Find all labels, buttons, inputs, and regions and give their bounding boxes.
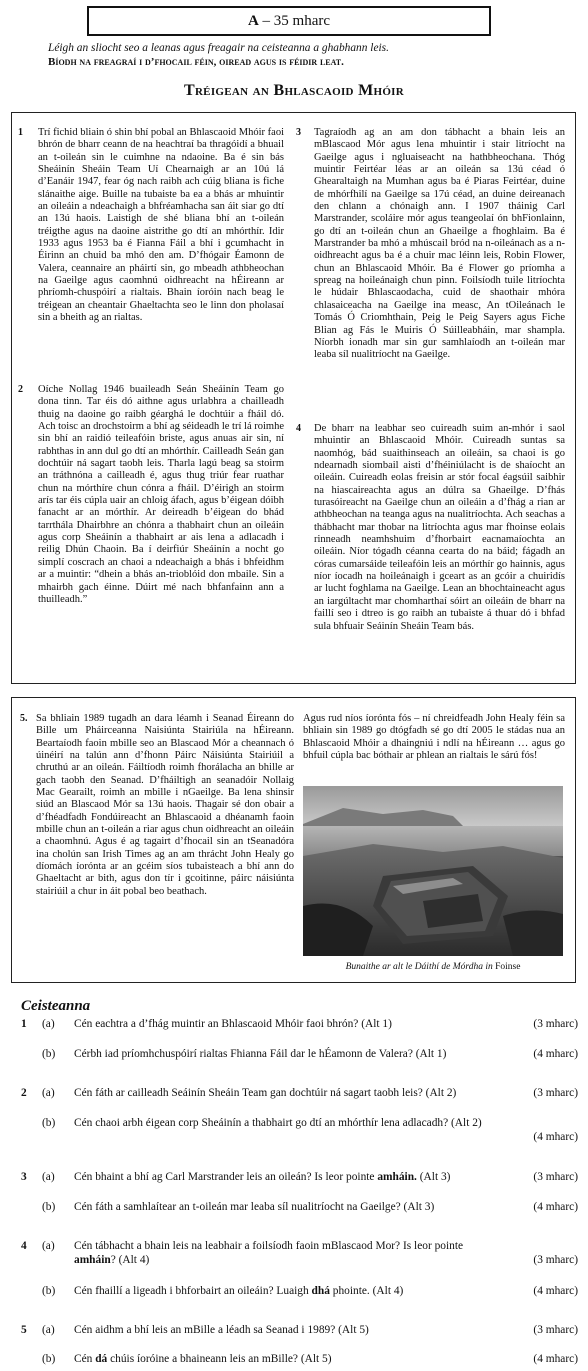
question-text: Cén tábhacht a bhain leis na leabhair a foilsíodh faoin mBlascaod Mor? Is leor pointe amháin? (Alt 4) [74,1240,464,1266]
question-marks: (3 mharc) [533,1087,578,1099]
question-marks: (4 mharc) [533,1201,578,1213]
question-marks: (4 mharc) [533,1285,578,1297]
question-part: (a) [42,1240,55,1252]
paragraph-2: Oíche Nollag 1946 buaileadh Seán Sheáinín Team go dona tinn. Tar éis dó aithne agus urlabhra a chailleadh thuig na daoine go raibh géarghá le dochtúir a fháil dó. Ach toisc an drochstoirm a bhí ag séideadh le trí lá roimhe sin bhí an raidió teileafóin briste, agus anuas air sin, ní rabhthas in ann dul go dtí an mhórthír. Cailleadh Seán gan dochtúir ná sagart taobh leis. Tharla lagú beag sa stoirm an tráthnóna a cailleadh é, agus thug triúr fear ruathar chun na mórthíre chun cónra a fháil. D’éirigh an stoirm arís tar éis cúpla uair an chloig áfach, agus b’éigean dóibh fanacht ar an mórthír. Ar deireadh b’éigean do bhád tarrthála Dhairbhre an chónra a thabhairt chun an oileáin agus corp Sheáinín a thabhairt ar ais lena a adlacadh i reilig Dhún Chaoin. Ba í deirfiúr Sheáinín a nocht go simplí coscrach an chaoi a ndeachaigh a bhás i bhfeidhm ar a muintir: “dhein a bhás an-trioblóid don mbaile. Sin a mhairbh gach éinne. Dúirt mé nach bhfanfainn ann a thuilleadh.” [38,384,284,605]
para-number-4: 4 [296,423,301,434]
section-header [87,6,491,36]
question-part: (a) [42,1171,55,1183]
question-number: 5 [21,1324,27,1336]
question-text: Cén aidhm a bhí leis an mBille a léadh sa Seanad i 1989? (Alt 5) [74,1324,369,1336]
question-number: 1 [21,1018,27,1030]
question-part: (b) [42,1048,56,1060]
question-part: (b) [42,1201,56,1213]
question-part: (b) [42,1285,56,1297]
question-part: (b) [42,1117,56,1129]
question-number: 2 [21,1087,27,1099]
ruin-photo-image [303,786,563,956]
question-text: Cén chaoi arbh éigean corp Sheáinín a thabhairt go dtí an mhórthír lena adlacadh? (Alt 2) [74,1117,482,1129]
questions-heading: Ceisteanna [21,998,91,1014]
question-marks: (3 mharc) [533,1324,578,1336]
photo-caption [303,962,563,972]
question-number: 4 [21,1240,27,1252]
question-text: Cén eachtra a d’fhág muintir an Bhlascaoid Mhóir faoi bhrón? (Alt 1) [74,1018,392,1030]
passage-title: Tréigean an Bhlascaoid Mhóir [183,82,405,99]
question-marks: (4 mharc) [533,1131,578,1143]
question-part: (b) [42,1353,56,1365]
island-ruin-photo [303,786,563,956]
para-number-5: 5. [20,713,28,724]
para-number-1: 1 [18,127,23,138]
question-number: 3 [21,1171,27,1183]
question-part: (a) [42,1087,55,1099]
paragraph-5-continued: Agus rud níos íorónta fós – ní chreidfeadh John Healy féin sa bhliain sin 1989 go dtógfadh sé go dtí 2005 le stádas nua an Bhlascaoid Mhóir a dhaingniú i ndlí na hÉireann … agus go bhfuil cúpla bac bóthair ar phlean an rialtais le sárú fós! [303,713,565,762]
question-part: (a) [42,1324,55,1336]
question-part: (a) [42,1018,55,1030]
paragraph-5: Sa bhliain 1989 tugadh an dara léamh i Seanad Éireann do Bille um Pháirceanna Naisiúnta Stairiúla na hÉireann. Beartaíodh faoin mbille seo an Blascaod Mór a cheannach ó úinéirí na talún ann d’fhonn Páirc Náisiúnta Stairiúil a chruthú ar an oileán. Fáiltíodh roimh fhorálacha an bhille ar gach taobh den Seanad. D’fháiltigh an seanadóir Nollaig Mac Gearailt, roimh an mbille i nGaeilge. Ba lena shinsir siúd an Blascaod Mór sa 13ú haois. Thagair sé don obair a d’fhéadfadh Fondúireacht an Bhlascaoid a dhéanamh faoin mbille chun an t-oileán a riar agus chun oidhreacht an oileáin a chaomhnú. Agus é ag tagairt d’fhocail sin an tSeanadóra ina cholún san Irish Times ag an am thrácht John Healy go díomách íorónta ar an gcéim síos tubaisteach a bhí ann do Ghaeltacht ar bith, agus don tír i gcoitinne, páirc náisiúnta stairiúil a chur in áit pobal beo beathach. [36,713,294,897]
question-text: Cén bhaint a bhí ag Carl Marstrander leis an oileán? Is leor pointe amháin. (Alt 3) [74,1171,451,1183]
question-text: Cén fáth ar cailleadh Seáinín Sheáin Team gan dochtúir ná sagart taobh leis? (Alt 2) [74,1087,457,1099]
section-marks: – 35 mharc [258,13,331,29]
section-letter: A [247,13,259,29]
instruction-line-1: Léigh an sliocht seo a leanas agus freagair na ceisteanna a ghabhann leis. [48,42,389,54]
question-text: Cén fhaillí a ligeadh i bhforbairt an oileáin? Luaigh dhá phointe. (Alt 4) [74,1285,404,1297]
paragraph-4: De bharr na leabhar seo cuireadh suim an-mhór i saol mhuintir an Bhlascaoid Mhóir. Cuireadh suntas sa naomhóg, bád suaithinseach an oileáin, sa chaoi is go ndearnadh siombail aisti d’fhéiniúlacht is de shaíocht an oileáin. Cuireadh eolas freisin ar stór focal éagsúil saibhir na hiascaireachta agus an dúlra sa Ghaeilge. D’fhás turasóireacht na Gaeilge chun an oileáin a d’fhág a rian ar athbheochan na teanga agus na nualitríochta. Ach seachas a thábhacht mar thobar na litríochta agus mar fhoinse eolais rinneadh neamhshuim d’fhorbairt eacnamaíochta an oileáin. Níor tógadh céanna cearta do na báid; fágadh an córas cumarsáide teileafóin leis an mórthír go hainnis, agus níor íocadh na hoileánaigh i gceart as an gcóir a chuiridís ar lucht foghlama na Gaeilge. Lean an bhochtaineacht agus an iargúltacht mar chomharthaí sóirt an oileáin de bharr na faillí seo i dtreo is go raibh an tubaiste á thuar dó i bhfad sula bhfuair Seáinín Sheáin Team bás. [314,423,565,632]
question-marks: (3 mharc) [533,1018,578,1030]
question-marks: (3 mharc) [533,1171,578,1183]
question-text: Cérbh iad príomhchuspóirí rialtas Fhianna Fáil dar le hÉamonn de Valera? (Alt 1) [74,1048,447,1060]
question-marks: (4 mharc) [533,1048,578,1060]
para-number-3: 3 [296,127,301,138]
instruction-line-2: Bíodh na freagraí i d’fhocail féin, oiread agus is féidir leat. [48,56,344,68]
caption-source: Foinse [495,962,521,972]
question-marks: (4 mharc) [533,1353,578,1365]
paragraph-1: Trí fichid bliain ó shin bhí pobal an Bhlascaoid Mhóir faoi bhrón de bharr ceann de na heachtraí ba thragóidí a bhuail an t-oileán sin le cuimhne na ndaoine. Ba é sin bás Sheáinín Sheáin Team Uí Chearnaigh ar an 10ú lá d’Eanáir 1947, fear óg nach raibh ach cúig bliana is fiche slánaithe aige. Buille na tubaiste ba ea a bhás ar mhuintir an oileáin a ndeachaigh a bhfréamhacha san áit siar go dtí an 13ú haois. Laistigh de shé bliana bhí an t-oileán tréigthe agus na daoine aistrithe go dtí an mhórthír. Idir 1933 agus 1953 ba é Fianna Fáil a bhí i gcumhacht in Éirinn an chuid ba mhó den am. D’fhógair Éamonn de Valera, ceannaire an pháirtí sin, go mbeadh athbheochan na Gaeilge agus caomhnú oidhreacht na hÉireann ar phríomh-chuspóirí a rialtais. Bhain íoróin nach beag le tréigean an cheantair Ghaeltachta seo le linn don pholasaí sin a bheith ag an rialtas. [38,127,284,324]
para-number-2: 2 [18,384,23,395]
paragraph-3: Tagraíodh ag an am don tábhacht a bhain leis an mBlascaod Mór agus lena mhuintir i stair litríocht na Gaeilge agus i ngluaiseacht na hathbheochana. Thóg muintir Feirtéar léas ar an oileán sa 13ú céad ó Ghearaltaigh na Mumhan agus ba é Piaras Feirtéar, duine de mhórfhilí na Gaeilge sa 17ú céad, an duine deireanach den chlann a chónaigh ann. I 1907 tháinig Carl Marstrander, scoláire mór agus teangeolaí ón bhFionlainn, go dtí an t-oileán chun an Ghaeilge a fhoghlaim. Ba é Marstrander ba mhó a mhúscail bród na n-oileánach as a n-oidhreacht agus ba é a chuir mac léinn leis, Robin Flower, chun an Bhlascaoid Mhóir. Ba é Flower go príomha a spreag na hoileánaigh chun pinn. Foilsíodh tuile litríochta le húdair Bhlascaodacha, cuid de shaothair mhóra chlasaiceacha na Gaeilge ina measc, An tOileánach le Tomás Ó Criomhthain, Peig le Peig Sayers agus Fiche Blian ag Fás le Muiris Ó Súilleabháin, mar shampla. Níorbh ionadh mar sin gur samhlaíodh an t-oileán mar leaba síl nualitríocht na Gaeilge. [314,127,565,361]
caption-attribution: Bunaithe ar alt le Dáithí de Mórdha in [345,962,493,972]
question-marks: (3 mharc) [533,1254,578,1266]
question-text: Cén dá chúis íoróine a bhaineann leis an mBille? (Alt 5) [74,1353,332,1365]
question-text: Cén fáth a samhlaítear an t-oileán mar leaba síl nualitríocht na Gaeilge? (Alt 3) [74,1201,435,1213]
